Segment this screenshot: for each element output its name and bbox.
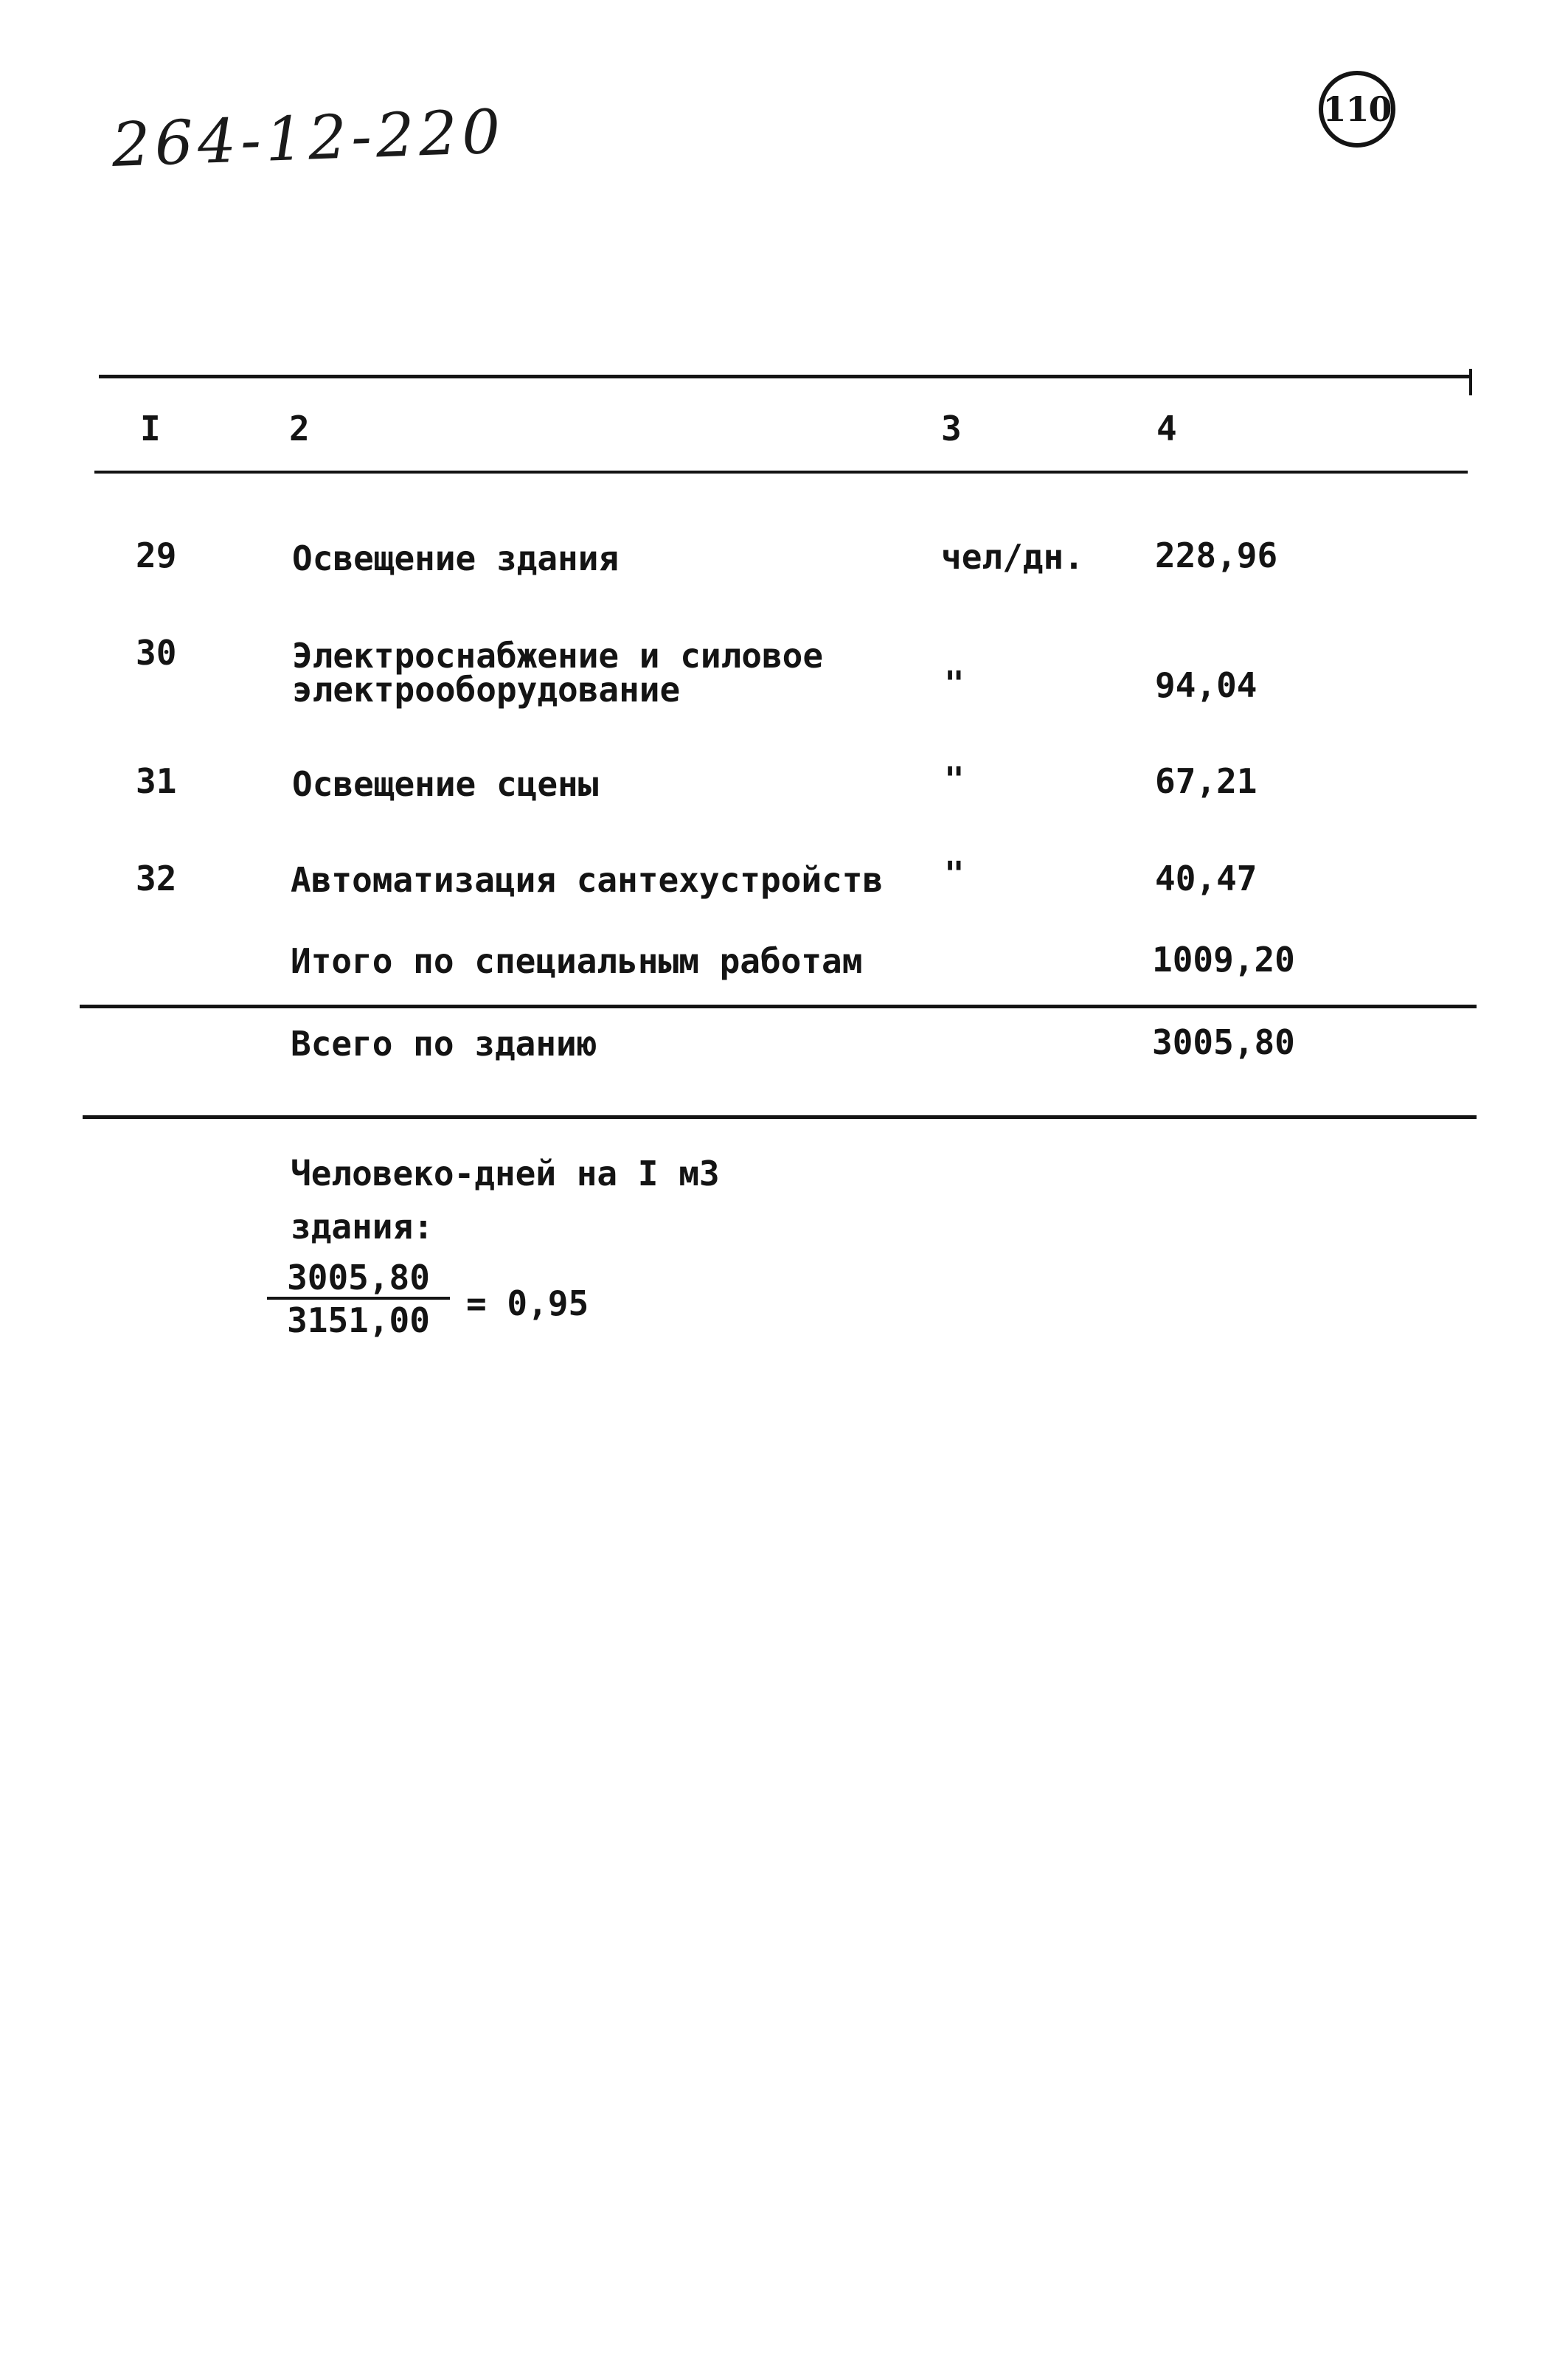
column-header-2: 2 [289,409,310,448]
row-30-name-line-2: электрооборудование [292,670,681,710]
row-31-name: Освещение сцены [292,764,599,804]
row-29-value: 228,96 [1155,536,1278,575]
note-line-2: здания: [291,1207,434,1247]
row-29-number: 29 [136,536,177,575]
row-32-value: 40,47 [1155,859,1257,898]
table-top-rule [99,375,1472,378]
row-31-number: 31 [136,761,177,801]
table-top-rule-tick [1469,369,1472,395]
fraction-denominator: 3151,00 [287,1300,430,1340]
column-header-4: 4 [1156,409,1177,448]
note-line-1: Человеко-дней на I м3 [291,1154,720,1193]
row-32-unit: " [944,854,965,894]
page-number-badge: 110 [1319,71,1395,148]
total-value: 3005,80 [1152,1022,1295,1062]
calculation-result: = 0,95 [466,1283,589,1323]
column-header-3: 3 [941,409,962,448]
header-separator-rule [94,471,1468,474]
subtotal-rule [80,1005,1477,1008]
row-32-number: 32 [136,859,177,898]
row-30-name-line-1: Электроснабжение и силовое [292,636,824,676]
document-number: 264-12-220 [111,97,506,181]
row-30-unit: " [944,664,965,704]
column-header-1: I [140,409,161,448]
subtotal-value: 1009,20 [1152,940,1295,980]
row-29-unit: чел/дн. [941,537,1084,577]
total-label: Всего по зданию [291,1024,597,1064]
row-32-name: Автоматизация сантехустройств [291,860,884,900]
row-30-number: 30 [136,633,177,673]
row-31-value: 67,21 [1155,761,1257,801]
subtotal-label: Итого по специальным работам [291,941,863,981]
table-bottom-rule [83,1115,1477,1119]
calculation-fraction [267,1260,450,1338]
row-30-value: 94,04 [1155,665,1257,705]
fraction-numerator: 3005,80 [287,1258,430,1297]
row-29-name: Освещение здания [292,538,620,578]
row-31-unit: " [944,760,965,800]
